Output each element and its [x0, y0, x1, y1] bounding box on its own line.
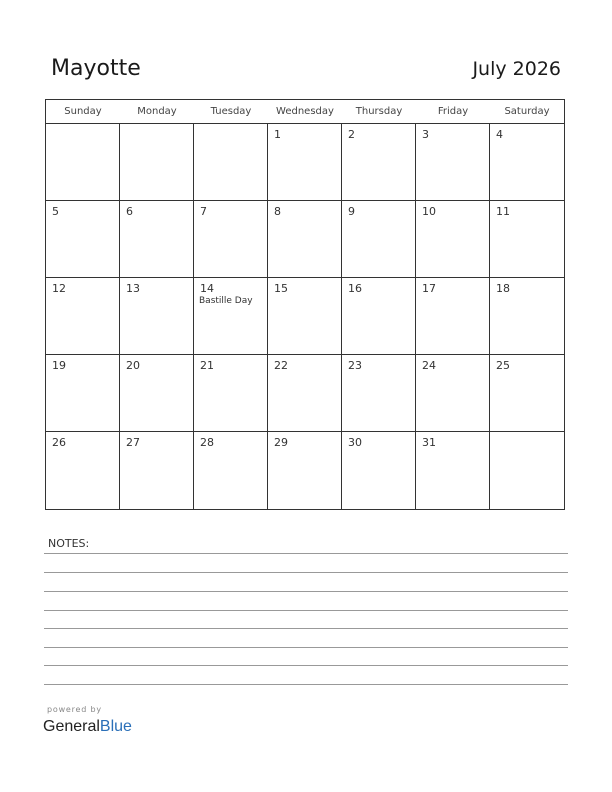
day-number: 16	[348, 282, 362, 295]
weekday-header: Saturday	[490, 100, 564, 124]
weekday-header: Tuesday	[194, 100, 268, 124]
notes-line	[44, 610, 568, 611]
day-cell	[268, 278, 342, 355]
day-number: 23	[348, 359, 362, 372]
day-number: 19	[52, 359, 66, 372]
calendar-grid	[45, 99, 565, 510]
day-cell	[268, 201, 342, 278]
day-cell	[194, 278, 268, 355]
day-cell	[342, 124, 416, 201]
weekday-header: Friday	[416, 100, 490, 124]
day-number: 1	[274, 128, 281, 141]
day-number: 3	[422, 128, 429, 141]
day-number: 15	[274, 282, 288, 295]
day-number: 9	[348, 205, 355, 218]
day-cell	[342, 278, 416, 355]
day-number: 5	[52, 205, 59, 218]
weekday-header: Sunday	[46, 100, 120, 124]
notes-line	[44, 572, 568, 573]
generalblue-logo	[43, 717, 132, 737]
day-cell	[194, 432, 268, 509]
day-number: 17	[422, 282, 436, 295]
weekday-header: Monday	[120, 100, 194, 124]
powered-by-text: powered by	[47, 705, 102, 714]
day-cell	[490, 124, 564, 201]
weekday-header: Wednesday	[268, 100, 342, 124]
day-number: 21	[200, 359, 214, 372]
day-number: 30	[348, 436, 362, 449]
day-cell	[120, 124, 194, 201]
notes-line	[44, 553, 568, 554]
day-number: 11	[496, 205, 510, 218]
day-cell	[194, 201, 268, 278]
day-cell	[120, 278, 194, 355]
day-cell	[268, 432, 342, 509]
day-cell	[268, 124, 342, 201]
day-cell	[490, 201, 564, 278]
day-number: 26	[52, 436, 66, 449]
day-cell	[416, 278, 490, 355]
day-cell	[342, 355, 416, 432]
day-number: 13	[126, 282, 140, 295]
day-number: 2	[348, 128, 355, 141]
page-title: Mayotte	[51, 56, 141, 81]
day-cell	[416, 432, 490, 509]
day-cell	[46, 201, 120, 278]
day-number: 31	[422, 436, 436, 449]
day-number: 22	[274, 359, 288, 372]
day-number: 6	[126, 205, 133, 218]
day-cell	[120, 355, 194, 432]
day-cell	[342, 201, 416, 278]
day-number: 14	[200, 282, 214, 295]
month-title: July 2026	[472, 58, 561, 80]
day-number: 8	[274, 205, 281, 218]
day-cell	[120, 432, 194, 509]
day-cell	[46, 278, 120, 355]
weekday-header: Thursday	[342, 100, 416, 124]
day-number: 28	[200, 436, 214, 449]
day-number: 25	[496, 359, 510, 372]
day-number: 4	[496, 128, 503, 141]
brand-blue: Blue	[99, 718, 132, 735]
day-cell	[416, 201, 490, 278]
day-cell	[342, 432, 416, 509]
notes-label: NOTES:	[48, 537, 90, 550]
notes-line	[44, 591, 568, 592]
day-cell	[46, 355, 120, 432]
notes-line	[44, 684, 568, 685]
day-number: 29	[274, 436, 288, 449]
day-cell	[490, 278, 564, 355]
day-number: 7	[200, 205, 207, 218]
day-number: 24	[422, 359, 436, 372]
notes-line	[44, 665, 568, 666]
brand-general: General	[43, 718, 100, 735]
day-cell	[46, 124, 120, 201]
holiday-label: Bastille Day	[199, 296, 253, 306]
day-cell	[268, 355, 342, 432]
day-cell	[46, 432, 120, 509]
day-number: 20	[126, 359, 140, 372]
day-cell	[490, 355, 564, 432]
day-cell	[194, 124, 268, 201]
day-cell	[416, 124, 490, 201]
day-cell	[194, 355, 268, 432]
notes-line	[44, 647, 568, 648]
day-number: 18	[496, 282, 510, 295]
day-number: 27	[126, 436, 140, 449]
day-cell	[120, 201, 194, 278]
notes-line	[44, 628, 568, 629]
day-number: 12	[52, 282, 66, 295]
day-cell	[490, 432, 564, 509]
day-number: 10	[422, 205, 436, 218]
day-cell	[416, 355, 490, 432]
